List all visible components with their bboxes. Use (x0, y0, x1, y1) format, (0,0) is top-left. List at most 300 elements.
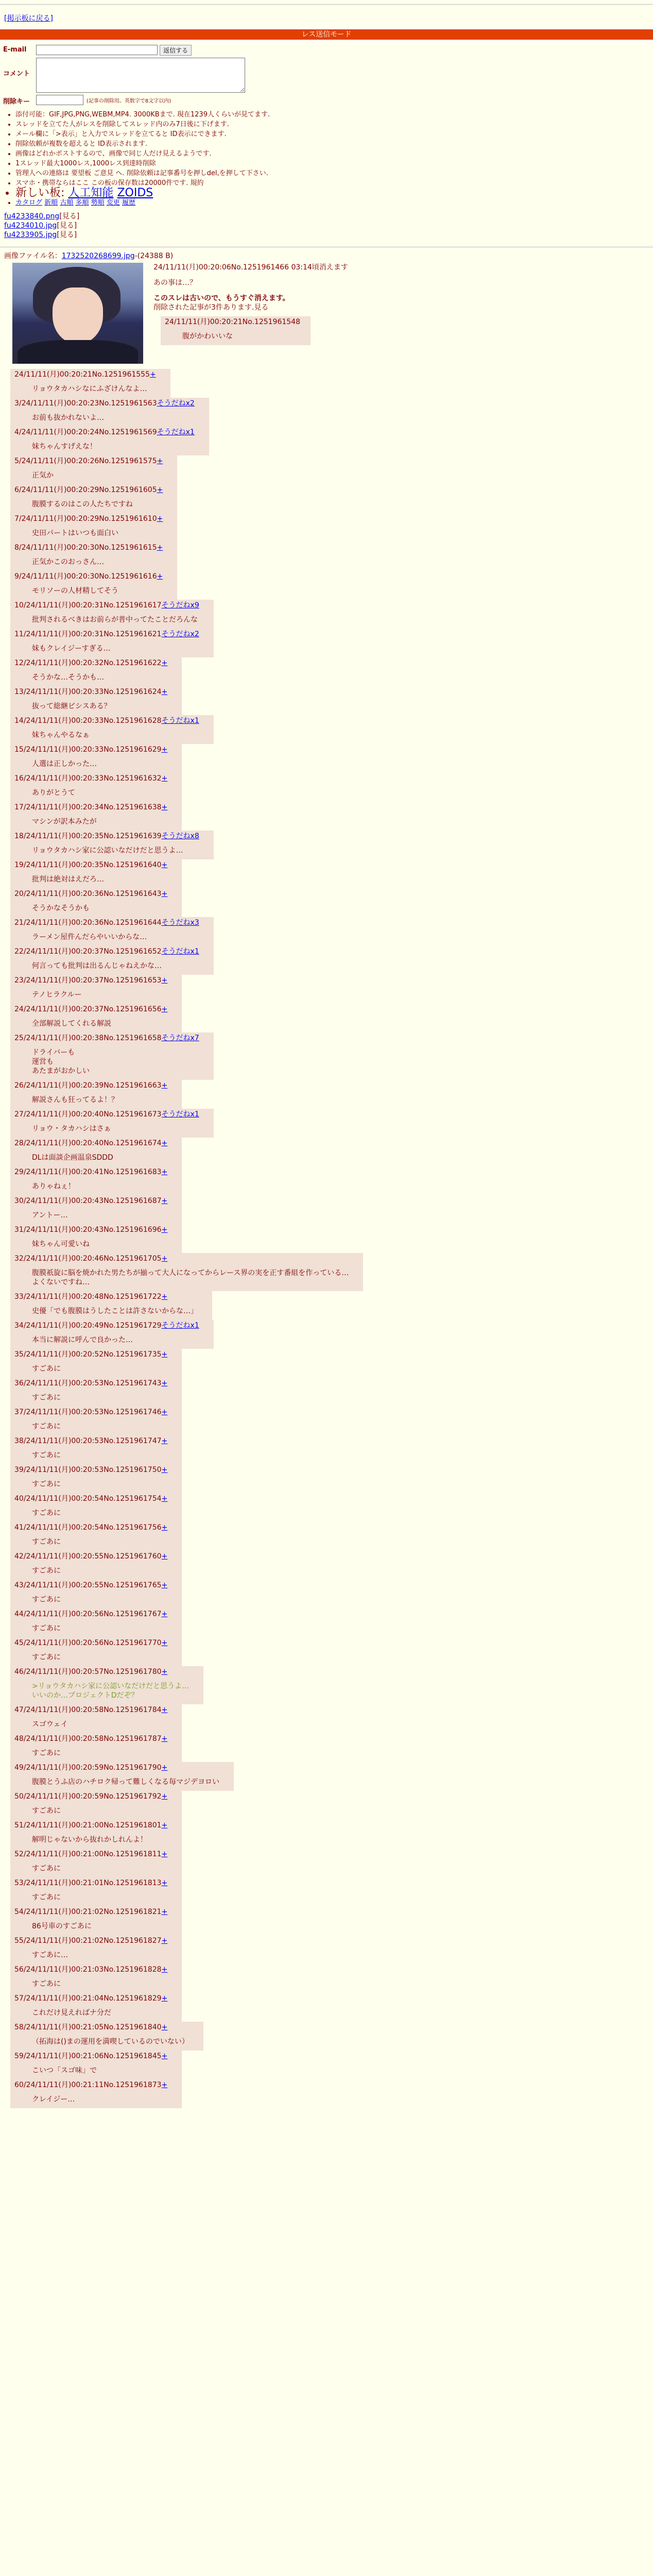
reply-body: 妹ちゃんやるなぁ (32, 731, 90, 739)
reply-post (10, 1435, 653, 1464)
sodane-link[interactable]: + (161, 1706, 168, 1714)
reply-header: 26/24/11/11(月)00:20:39No.1251961663+ (14, 1081, 168, 1090)
reply-post (10, 1032, 653, 1080)
sodane-link[interactable]: + (161, 1081, 168, 1090)
reply-post (10, 1291, 653, 1320)
sodane-link[interactable]: + (161, 1908, 168, 1916)
sodane-link[interactable]: + (161, 1466, 168, 1474)
reply-header: 21/24/11/11(月)00:20:36No.1251961644そうだねx3 (14, 919, 199, 927)
reply-header: 59/24/11/11(月)00:21:06No.1251961845+ (14, 2052, 168, 2060)
sodane-link[interactable]: + (161, 1379, 168, 1387)
email-field[interactable] (36, 45, 158, 55)
sodane-link[interactable]: そうだねx2 (157, 399, 195, 408)
sodane-link[interactable]: そうだねx1 (161, 947, 199, 956)
reply-header: 30/24/11/11(月)00:20:43No.1251961687+ (14, 1197, 168, 1205)
sodane-link[interactable]: + (161, 1965, 168, 1974)
sodane-link[interactable]: + (161, 976, 168, 985)
reply-body: そうかな…そうかも… (32, 673, 104, 682)
op-file-size: -(24388 B) (134, 252, 174, 260)
reply-body: 妹ちゃん可愛いね (32, 1240, 90, 1248)
reply-post (10, 1349, 653, 1378)
reply-body: アントー… (32, 1211, 68, 1219)
reply-post (10, 1666, 653, 1704)
sodane-link[interactable]: + (161, 1437, 168, 1445)
reply-header: 47/24/11/11(月)00:20:58No.1251961784+ (14, 1706, 168, 1714)
reply-body: 腹がかわいいな (182, 332, 233, 341)
reply-post (10, 1493, 653, 1522)
sodane-link[interactable]: そうだねx8 (161, 832, 199, 840)
sodane-link[interactable]: + (161, 1994, 168, 2003)
reply-header: 15/24/11/11(月)00:20:33No.1251961629+ (14, 745, 168, 754)
reply-post (10, 1522, 653, 1551)
sodane-link[interactable]: + (161, 1005, 168, 1013)
reply-body: ラーメン屋件んだらやいいからな… (32, 933, 147, 941)
reply-body: こいつ「スゴ味」で (32, 2066, 97, 2075)
reply-header: 22/24/11/11(月)00:20:37No.1251961652そうだねx1 (14, 947, 199, 956)
reply-body: 妹もクレイジーすぎる… (32, 645, 111, 653)
file-link[interactable]: fu4234010.jpg (4, 222, 57, 230)
reply-body: 史優「でも腹膜はうしたことは許さないからな…」 (32, 1307, 198, 1315)
reply-post (10, 1906, 653, 1935)
reply-header: 6/24/11/11(月)00:20:29No.1251961605+ (14, 486, 163, 494)
reply-box (10, 1608, 182, 1637)
op-expire-warning: このスレは古いので、もうすぐ消えます。 (153, 294, 290, 302)
sodane-link[interactable]: そうだねx7 (161, 1034, 199, 1042)
sodane-link[interactable]: + (161, 890, 168, 898)
reply-post (10, 1195, 653, 1224)
reply-box (10, 1464, 182, 1493)
reply-header: 19/24/11/11(月)00:20:35No.1251961640+ (14, 861, 168, 869)
sort-new-link[interactable]: 新順 (44, 199, 58, 207)
reply-body: すごあに (32, 1422, 61, 1431)
reply-box (10, 2050, 182, 2079)
reply-post (10, 1138, 653, 1166)
sodane-link[interactable]: + (161, 688, 168, 696)
reply-header: 28/24/11/11(月)00:20:40No.1251961674+ (14, 1139, 168, 1147)
reply-body: 正気か (32, 471, 54, 480)
reply-post (10, 369, 653, 398)
reply-body: すごあに (32, 1567, 61, 1575)
reply-box (10, 686, 182, 715)
reply-body: すごあに (32, 1394, 61, 1402)
reply-box (10, 802, 182, 831)
reply-header: 33/24/11/11(月)00:20:48No.1251961722+ (14, 1293, 168, 1301)
reply-header: 29/24/11/11(月)00:20:41No.1251961683+ (14, 1168, 168, 1176)
reply-box (10, 1522, 182, 1551)
reply-header: 43/24/11/11(月)00:20:55No.1251961765+ (14, 1581, 168, 1589)
sodane-link[interactable]: + (161, 2081, 168, 2089)
note-item: • スレッドを立てた人がレスを削除してスレッド内のみ7日後に下げます. (15, 120, 653, 129)
reply-body: テノヒラクルー (32, 991, 82, 999)
op-file-link[interactable]: 1732520268699.jpg (61, 252, 135, 260)
reply-box (10, 2022, 203, 2050)
reply-post (10, 455, 653, 484)
reply-post (10, 1608, 653, 1637)
sodane-link[interactable]: + (161, 803, 168, 811)
reply-header: 14/24/11/11(月)00:20:33No.1251961628そうだねx1 (14, 717, 199, 725)
reply-box (10, 629, 214, 657)
reply-header: 37/24/11/11(月)00:20:53No.1251961746+ (14, 1408, 168, 1416)
reply-body: リョウタカハシ家に公認いなだけだと思うよ… (32, 846, 183, 855)
reply-box (10, 715, 214, 744)
file-links (4, 212, 653, 240)
sodane-link[interactable]: そうだねx3 (161, 919, 199, 927)
sodane-link[interactable]: + (161, 1879, 168, 1887)
reply-header: 42/24/11/11(月)00:20:55No.1251961760+ (14, 1552, 168, 1561)
file-link-row (4, 212, 653, 221)
reply-post (10, 802, 653, 831)
reply-box (10, 888, 182, 917)
reply-header: 32/24/11/11(月)00:20:46No.1251961705+ (14, 1255, 168, 1263)
reply-post (10, 1762, 653, 1791)
reply-box (10, 1906, 182, 1935)
reply-post (10, 946, 653, 975)
reply-post (10, 744, 653, 773)
op-head: 24/11/11(月)00:20:06No.1251961466 03:14頃消えます (153, 263, 348, 272)
reply-header: 50/24/11/11(月)00:20:59No.1251961792+ (14, 1792, 168, 1801)
reply-post (10, 542, 653, 571)
sodane-link[interactable]: + (161, 1168, 168, 1176)
history-link[interactable]: 履歴 (122, 199, 135, 207)
op-image[interactable] (12, 263, 143, 364)
reply-box (10, 1820, 182, 1849)
reply-box (10, 1493, 182, 1522)
sodane-link[interactable]: + (157, 544, 163, 552)
reply-post (10, 1704, 653, 1733)
reply-box (10, 1291, 212, 1320)
reply-header: 7/24/11/11(月)00:20:29No.1251961610+ (14, 515, 163, 523)
sodane-link[interactable]: + (161, 1639, 168, 1647)
reply-box (10, 1637, 182, 1666)
reply-box (10, 1349, 182, 1378)
reply-header: 57/24/11/11(月)00:21:04No.1251961829+ (14, 1994, 168, 2003)
sodane-link[interactable]: + (161, 774, 168, 783)
delete-key-note: (記事の削除用。英数字で8文字以内) (87, 98, 171, 104)
reply-body: すごあに (32, 1865, 61, 1873)
reply-header: 56/24/11/11(月)00:21:03No.1251961828+ (14, 1965, 168, 1974)
reply-body: 腹膜するのはこの人たちですね (32, 500, 133, 509)
op-body (153, 261, 649, 345)
new-board-link-zoids[interactable]: ZOIDS (117, 187, 153, 199)
reply-body: リョウタカハシなにふざけんなよ… (32, 385, 147, 393)
sodane-link[interactable]: そうだねx1 (161, 1110, 199, 1118)
reply-header: 13/24/11/11(月)00:20:33No.1251961624+ (14, 688, 168, 696)
reply-header: 51/24/11/11(月)00:21:00No.1251961801+ (14, 1821, 168, 1829)
reply-box (10, 1138, 182, 1166)
reply-header: 18/24/11/11(月)00:20:35No.1251961639そうだねx8 (14, 832, 199, 840)
reply-box (10, 859, 182, 888)
reply-box (10, 369, 170, 398)
catalog-link[interactable]: カタログ (15, 199, 43, 207)
reply-box (10, 1704, 182, 1733)
reply-box (10, 2079, 182, 2108)
sodane-link[interactable]: + (161, 1408, 168, 1416)
note-item: • 削除依頼が複数を超えると ID表示されます. (15, 139, 653, 149)
sodane-link[interactable]: + (157, 486, 163, 494)
reply-body: すごあに (32, 1653, 61, 1662)
reply-header: 4/24/11/11(月)00:20:24No.1251961569そうだねx1 (14, 428, 195, 436)
reply-box (10, 1733, 182, 1762)
reply-header: 24/11/11(月)00:20:21No.1251961548 (165, 318, 300, 326)
sodane-link[interactable]: + (161, 1581, 168, 1589)
reply-box (10, 1195, 182, 1224)
reply-body: 正気かこのおっさん… (32, 558, 104, 566)
reply-post (10, 1109, 653, 1138)
reply-box (10, 484, 177, 513)
reply-box (10, 1406, 182, 1435)
back-to-board-link[interactable]: [掲示板に戻る] (4, 14, 53, 23)
sodane-link[interactable]: + (161, 1764, 168, 1772)
reply-header: 12/24/11/11(月)00:20:32No.1251961622+ (14, 659, 168, 667)
reply-box (10, 975, 182, 1004)
reply-post (10, 1166, 653, 1195)
reply-body: モリソーの人材精してそう (32, 587, 118, 595)
sodane-link[interactable]: + (161, 1668, 168, 1676)
sort-old-link[interactable]: 古順 (60, 199, 74, 207)
reply-box (10, 1166, 182, 1195)
reply-body: お前も抜かれないよ… (32, 414, 104, 422)
reply-box (10, 427, 209, 455)
delete-key-field[interactable] (36, 95, 83, 105)
file-link[interactable]: fu4233840.png (4, 212, 60, 221)
sort-momentum-link[interactable]: 勢順 (91, 199, 105, 207)
reply-body: 全部解説してくれる解説 (32, 1020, 111, 1028)
reply-box (10, 657, 182, 686)
note-item: • 管理人への連絡は 要望板 ご意見 へ. 削除依頼は記事番号を押しdel,を押して下さい. (15, 168, 653, 178)
reply-body: クレイジー… (32, 2095, 75, 2104)
sort-many-link[interactable]: 多順 (75, 199, 89, 207)
reply-post (10, 2022, 653, 2050)
email-label: E-mail (3, 46, 27, 54)
reply-body: すごあに (32, 1807, 61, 1815)
reply-post (10, 1877, 653, 1906)
reply-box (10, 1791, 182, 1820)
reply-box (10, 773, 182, 802)
reply-post (10, 398, 653, 427)
sodane-link[interactable]: + (161, 861, 168, 869)
reply-header: 46/24/11/11(月)00:20:57No.1251961780+ (14, 1668, 168, 1676)
note-item: • スマホ・携帯ならはここ この板の保存数は20000件です. 規約 (15, 178, 653, 188)
reply-box (10, 1935, 182, 1964)
reply-list (0, 345, 653, 2108)
reply-post (10, 657, 653, 686)
reply-header: 23/24/11/11(月)00:20:37No.1251961653+ (14, 976, 168, 985)
reply-box (10, 1435, 182, 1464)
reply-post (10, 2050, 653, 2079)
new-board-link-ai[interactable]: 人工知能 (68, 187, 114, 199)
reply-post (10, 888, 653, 917)
reply-box (10, 1378, 182, 1406)
reply-box (10, 946, 214, 975)
reply-mode-bar: レス送信モード (0, 29, 653, 40)
sodane-link[interactable]: + (161, 1293, 168, 1301)
reply-body: 何言っても批判は出るんじゃねえかな… (32, 962, 162, 970)
file-link-row (4, 230, 653, 240)
reply-post (10, 1320, 653, 1349)
reply-body: すごあに (32, 1749, 61, 1757)
reply-body: すごあに (32, 1451, 61, 1460)
reply-box (10, 1253, 363, 1291)
sodane-link[interactable]: そうだねx1 (157, 428, 195, 436)
reply-post (10, 1378, 653, 1406)
sodane-link[interactable]: + (161, 1523, 168, 1532)
reply-header: 48/24/11/11(月)00:20:58No.1251961787+ (14, 1735, 168, 1743)
reply-post (10, 686, 653, 715)
submit-reply-button[interactable]: 返信する (160, 45, 192, 56)
reply-header: 38/24/11/11(月)00:20:53No.1251961747+ (14, 1437, 168, 1445)
file-link[interactable]: fu4233905.jpg (4, 231, 57, 239)
reply-body: すごあに (32, 1893, 61, 1902)
reply-box (10, 600, 214, 629)
op-deleted-note: 削除された記事が3件あります.見る (153, 303, 269, 312)
reply-post (10, 1253, 653, 1291)
reply-header: 24/24/11/11(月)00:20:37No.1251961656+ (14, 1005, 168, 1013)
reply-box (10, 1080, 182, 1109)
reply-body: すごあに (32, 1365, 61, 1373)
change-link[interactable]: 変更 (106, 199, 120, 207)
email-row (3, 45, 653, 56)
op-line: あの事は…？ (153, 279, 197, 287)
reply-body: 腹膜とうふ店のハチロク帰って難しくなる毎マジデヨロい (32, 1778, 219, 1786)
view-suffix: [見る] (57, 231, 77, 239)
reply-header: 17/24/11/11(月)00:20:34No.1251961638+ (14, 803, 168, 811)
reply-post (10, 1551, 653, 1580)
view-suffix: [見る] (59, 212, 80, 221)
reply-post (10, 917, 653, 946)
sodane-link[interactable]: + (161, 1792, 168, 1801)
reply-body: すごあに (32, 1980, 61, 1988)
reply-header: 9/24/11/11(月)00:20:30No.1251961616+ (14, 572, 163, 581)
reply-header: 53/24/11/11(月)00:21:01No.1251961813+ (14, 1879, 168, 1887)
reply-body: すごあに (32, 1538, 61, 1546)
reply-box (10, 398, 209, 427)
reply-box (10, 1320, 214, 1349)
reply-box (10, 1032, 214, 1080)
reply-body: 史田パートはいつも面白い (32, 529, 118, 537)
reply-header: 49/24/11/11(月)00:20:59No.1251961790+ (14, 1764, 168, 1772)
board-notes (15, 110, 653, 208)
reply-post (10, 513, 653, 542)
reply-header: 45/24/11/11(月)00:20:56No.1251961770+ (14, 1639, 168, 1647)
sodane-link[interactable]: + (161, 1495, 168, 1503)
reply-post (10, 1964, 653, 1993)
sodane-link[interactable]: + (161, 1937, 168, 1945)
op-post (4, 251, 649, 345)
sodane-link[interactable]: + (161, 1821, 168, 1829)
sodane-link[interactable]: + (161, 2052, 168, 2060)
reply-post (10, 859, 653, 888)
sodane-link[interactable]: + (157, 572, 163, 581)
reply-post (10, 1637, 653, 1666)
reply-header: 40/24/11/11(月)00:20:54No.1251961754+ (14, 1495, 168, 1503)
reply-post (10, 629, 653, 657)
sodane-link[interactable]: + (161, 745, 168, 754)
reply-header: 11/24/11/11(月)00:20:31No.1251961621そうだねx2 (14, 630, 199, 638)
reply-body: すごあに (32, 1480, 61, 1488)
reply-box (10, 744, 182, 773)
reply-header: 8/24/11/11(月)00:20:30No.1251961615+ (14, 544, 163, 552)
new-boards-line (15, 188, 653, 198)
note-item: • 1スレッド最大1000レス,1000レス到達時削除 (15, 159, 653, 168)
file-link-row (4, 221, 653, 230)
sodane-link[interactable]: そうだねx9 (161, 601, 199, 609)
sodane-link[interactable]: + (150, 370, 156, 379)
sodane-link[interactable]: + (161, 1610, 168, 1618)
reply-post (10, 1080, 653, 1109)
reply-body: 解明じゃないから抜れかしれんよ！ (32, 1836, 147, 1844)
reply-body: 86号車のすごあに (32, 1922, 92, 1930)
sodane-link[interactable]: + (161, 1255, 168, 1263)
op-file-line (4, 251, 649, 261)
sodane-link[interactable]: + (161, 1226, 168, 1234)
sodane-link[interactable]: + (161, 1197, 168, 1205)
sodane-link[interactable]: + (161, 2023, 168, 2031)
reply-body: すごあに (32, 1624, 61, 1633)
reply-post (10, 1820, 653, 1849)
sodane-link[interactable]: そうだねx1 (161, 1321, 199, 1330)
reply-body: 抜って総継ビシスある？ (32, 702, 111, 710)
delete-key-label: 削除キー (3, 98, 30, 106)
comment-textarea[interactable] (36, 58, 245, 93)
reply-header: 16/24/11/11(月)00:20:33No.1251961632+ (14, 774, 168, 783)
reply-header: 5/24/11/11(月)00:20:26No.1251961575+ (14, 457, 163, 465)
sodane-link[interactable]: + (161, 1350, 168, 1359)
sodane-link[interactable]: + (157, 457, 163, 465)
reply-header: 39/24/11/11(月)00:20:53No.1251961750+ (14, 1466, 168, 1474)
reply-header: 54/24/11/11(月)00:21:02No.1251961821+ (14, 1908, 168, 1916)
reply-header: 20/24/11/11(月)00:20:36No.1251961643+ (14, 890, 168, 898)
sodane-link[interactable]: + (161, 1850, 168, 1858)
reply-body: DLは面談企画温泉SDDD (32, 1154, 113, 1162)
reply-post (10, 1406, 653, 1435)
reply-post (10, 1935, 653, 1964)
reply-header: 52/24/11/11(月)00:21:00No.1251961811+ (14, 1850, 168, 1858)
reply-header: 60/24/11/11(月)00:21:11No.1251961873+ (14, 2081, 168, 2089)
new-boards-prefix: 新しい板: (15, 187, 65, 199)
catalog-links-line (15, 198, 653, 208)
reply-body: >リョウタカハシ家に公認いなだけだと思うよ… いいのか…プロジェクトDだぞ？ (32, 1682, 190, 1700)
reply-header: 31/24/11/11(月)00:20:43No.1251961696+ (14, 1226, 168, 1234)
reply-box (10, 1224, 182, 1253)
reply-post (10, 831, 653, 859)
sodane-link[interactable]: そうだねx2 (161, 630, 199, 638)
reply-header: 41/24/11/11(月)00:20:54No.1251961756+ (14, 1523, 168, 1532)
sodane-link[interactable]: + (161, 1139, 168, 1147)
sodane-link[interactable]: + (161, 659, 168, 667)
reply-post (10, 600, 653, 629)
reply-header: 58/24/11/11(月)00:21:05No.1251961840+ (14, 2023, 168, 2031)
reply-header: 36/24/11/11(月)00:20:53No.1251961743+ (14, 1379, 168, 1387)
sodane-link[interactable]: + (157, 515, 163, 523)
reply-body: ありがとうて (32, 789, 75, 797)
reply-body: すごあに (32, 1596, 61, 1604)
sodane-link[interactable]: そうだねx1 (161, 717, 199, 725)
reply-header: 27/24/11/11(月)00:20:40No.1251961673そうだねx1 (14, 1110, 199, 1118)
reply-box (10, 1993, 182, 2022)
reply-body: リョウ・タカハシはさぁ (32, 1125, 111, 1133)
sodane-link[interactable]: + (161, 1552, 168, 1561)
reply-body: マシンが訳本みたが (32, 818, 97, 826)
reply-box (10, 1551, 182, 1580)
reply-body: 本当に解説に呼んで良かった… (32, 1336, 133, 1344)
reply-body: ありゃねぇ！ (32, 1182, 75, 1191)
reply-box (10, 1849, 182, 1877)
reply-body: そうかなそうかも (32, 904, 90, 912)
reply-box (10, 831, 214, 859)
sodane-link[interactable]: + (161, 1735, 168, 1743)
reply-post (10, 975, 653, 1004)
reply-post (10, 1733, 653, 1762)
